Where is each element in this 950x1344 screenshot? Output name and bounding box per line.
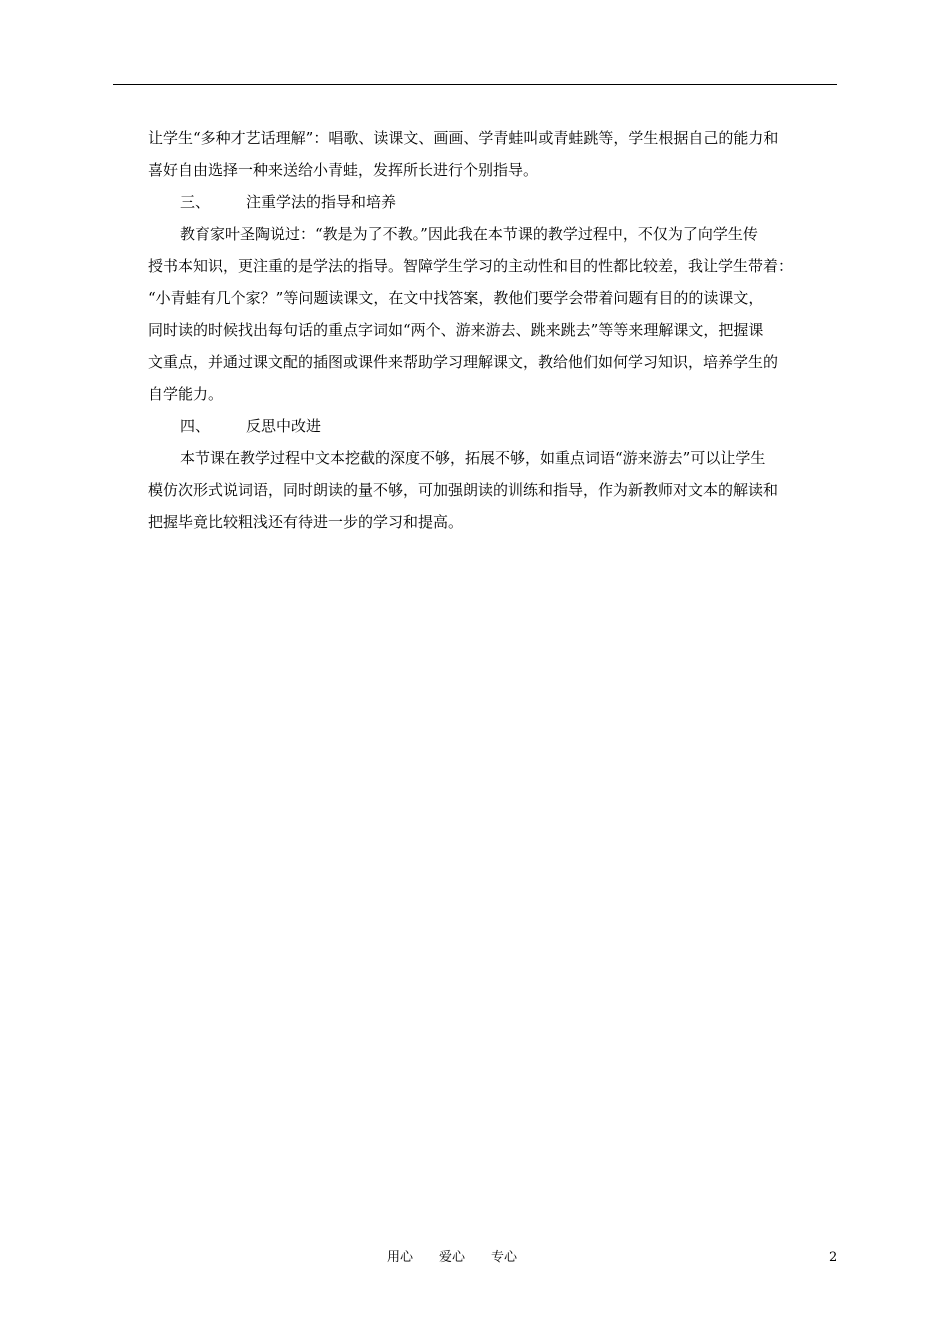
section-number: 三、 [180, 193, 211, 211]
motto-word: 爱心 [439, 1250, 466, 1265]
motto-word: 用心 [387, 1250, 414, 1265]
section-title: 注重学法的指导和培养 [246, 193, 397, 211]
section-title: 反思中改进 [246, 417, 322, 435]
text-line: 喜好自由选择一种来送给小青蛙，发挥所长进行个别指导。 [148, 161, 539, 179]
page-footer [0, 1248, 950, 1268]
document-body [148, 122, 838, 538]
section-number: 四、 [180, 417, 211, 435]
text-line: “小青蛙有几个家？”等问题读课文，在文中找答案，教他们要学会带着问题有目的的读课文， [148, 289, 764, 307]
footer-motto [387, 1248, 543, 1268]
section-heading-4 [148, 410, 838, 442]
page-number: 2 [829, 1250, 838, 1265]
header-rule [113, 84, 837, 85]
section-heading-3 [148, 186, 838, 218]
text-line: 模仿次形式说词语，同时朗读的量不够，可加强朗读的训练和指导，作为新教师对文本的解读和 [148, 481, 779, 499]
paragraph-continuation [148, 122, 838, 186]
motto-word: 专心 [491, 1250, 518, 1265]
text-line: 把握毕竟比较粗浅还有待进一步的学习和提高。 [148, 513, 464, 531]
paragraph-reflection [148, 442, 838, 538]
paragraph-study-methods [148, 218, 838, 410]
text-line: 同时读的时候找出每句话的重点字词如“两个、游来游去、跳来跳去”等等来理解课文，把握课 [148, 321, 764, 339]
text-line: 教育家叶圣陶说过：“教是为了不教。”因此我在本节课的教学过程中，不仅为了向学生传 [180, 225, 758, 243]
text-line: 自学能力。 [148, 385, 224, 403]
text-line: 授书本知识，更注重的是学法的指导。智障学生学习的主动性和目的性都比较差，我让学生带着： [148, 257, 794, 275]
text-line: 让学生“多种才艺话理解”：唱歌、读课文、画画、学青蛙叫或青蛙跳等，学生根据自己的能力和 [148, 129, 779, 147]
text-line: 本节课在教学过程中文本挖截的深度不够，拓展不够，如重点词语“游来游去”可以让学生 [180, 449, 766, 467]
text-line: 文重点，并通过课文配的插图或课件来帮助学习理解课文，教给他们如何学习知识，培养学生的 [148, 353, 779, 371]
